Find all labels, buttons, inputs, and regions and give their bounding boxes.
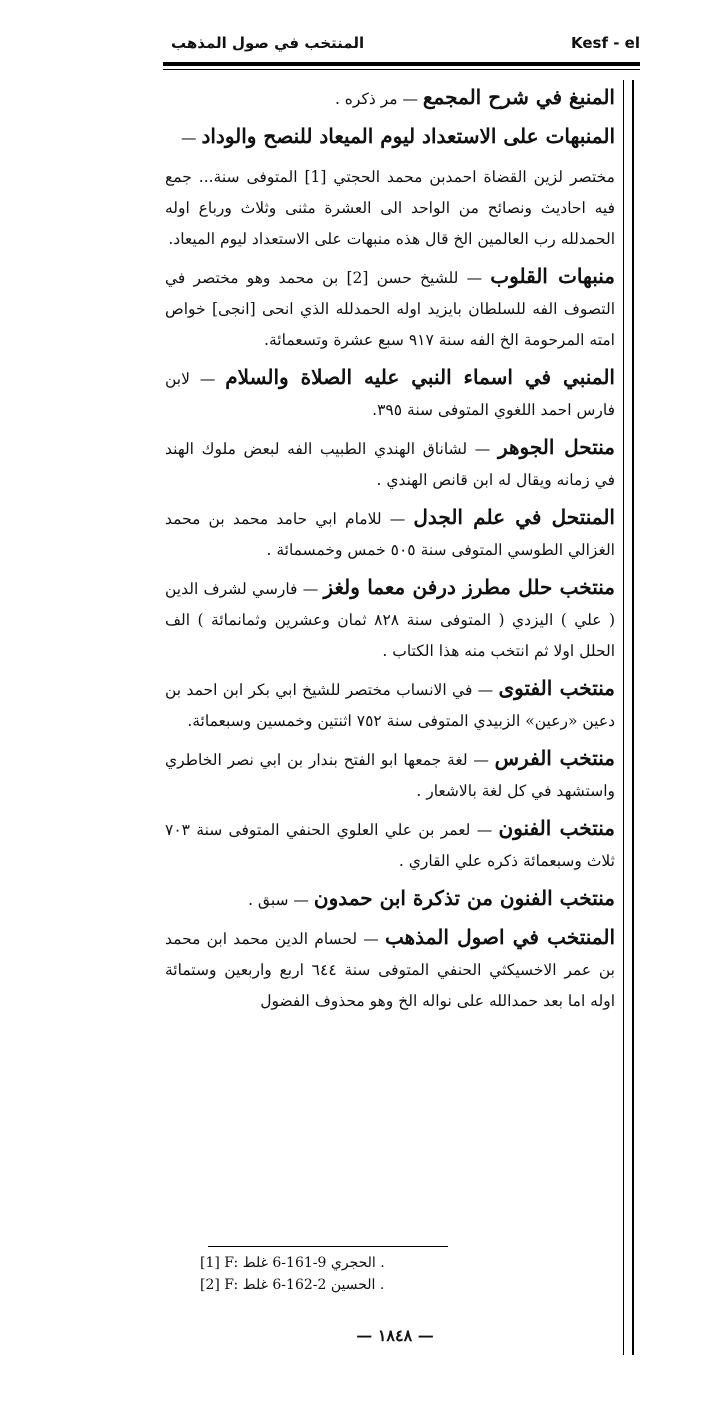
entry-head: منبهات القلوب — [490, 264, 615, 288]
entry — [165, 261, 615, 356]
entry-body: مختصر لزين القضاة احمدبن محمد الحجتي [1] المتوفى سنة... جمع فيه احاديث ونصائح من الواحد الى العشرة مثنى وثلاث ورباع اوله الحمدلله رب العالمين الخ قال هذه منبهات على الاستعداد ليوم الميعاد. — [165, 168, 615, 248]
entry-body: — فارسي لشرف الدين ( علي ) اليزدي ( المتوفى سنة ٨٢٨ ثمان وعشرين وثمانمائة ) الف الحلل اولا ثم انتخب منه هذا الكتاب . — [165, 580, 616, 660]
margin-line-inner — [623, 80, 624, 1355]
entry — [165, 160, 615, 255]
entry-head: منتحل الجوهر — [497, 435, 615, 459]
page-number: — ١٨٤٨ — — [356, 1326, 434, 1345]
running-header — [163, 30, 640, 60]
entry-head: المنبغ في شرح المجمع — [422, 85, 615, 109]
entry — [165, 673, 615, 737]
entry-body: — سبق . — [248, 891, 314, 909]
entry — [165, 922, 615, 1017]
entry — [165, 883, 615, 916]
entry-body: — — [181, 129, 202, 147]
entry-body: — مر ذكره . — [334, 90, 423, 108]
entry — [165, 743, 615, 807]
entry-body: — في الانساب مختصر للشيخ ابي بكر ابن احمد بن دعين «رعين» الزبيدي المتوفى سنة ٧٥٢ اثنتين وخمسين وسبعمائة. — [165, 681, 615, 730]
entry — [165, 121, 615, 154]
entry-head: المنبي في اسماء النبي عليه الصلاة والسلام — [225, 365, 615, 389]
entry-head: منتخب الفرس — [494, 746, 615, 770]
footnote-rule — [208, 1246, 448, 1247]
footnote: [2] F: الحسين 2-162-6 غلط . — [200, 1277, 385, 1293]
header-rule-thick — [163, 62, 640, 66]
entry-head: منتخب حلل مطرز درفن معما ولغز — [323, 575, 615, 599]
entry-head: منتخب الفنون — [498, 816, 615, 840]
main-text — [165, 82, 615, 1023]
entry — [165, 572, 615, 667]
entry — [165, 362, 615, 426]
entry-body: — للشيخ حسن [2] بن محمد وهو مختصر في التصوف الفه للسلطان بايزيد اوله الحمدلله الذي انحى [انجى] خواص امته المرحومة الخ الفه سنة ٩١٧ سبع عشرة وتسعمائة. — [165, 269, 615, 349]
entry-head: المنتخب في اصول المذهب — [384, 925, 615, 949]
footnotes — [200, 1252, 460, 1296]
entry — [165, 432, 615, 496]
entry-body: — لحسام الدين محمد ابن محمد بن عمر الاخسيكثي الحنفي المتوفى سنة ٦٤٤ اربع واربعين وستمائة اوله اما بعد حمدالله على نواله الخ وهو محذوف الفضول — [165, 930, 615, 1010]
entry-body: — لابن فارس احمد اللغوي المتوفى سنة ٣٩٥. — [165, 370, 615, 419]
footnote: [1] F: الحجري 9-161-6 غلط . — [200, 1255, 385, 1271]
margin-line-outer — [632, 80, 634, 1355]
entry-body: — للامام ابي حامد محمد بن محمد الغزالي الطوسي المتوفى سنة ٥٠٥ خمس وخمسمائة . — [165, 510, 615, 559]
running-title: Kesf - el — [571, 34, 640, 52]
entry-body: — لعمر بن علي العلوي الحنفي المتوفى سنة ٧٠٣ ثلاث وسبعمائة ذكره علي القاري . — [165, 821, 615, 870]
entry-body: — لشاناق الهندي الطبيب الفه لبعض ملوك الهند في زمانه ويقال له ابن قانص الهندي . — [165, 440, 615, 489]
section-title: المنتخب في صول المذهب — [171, 34, 365, 52]
header-rule-thin — [163, 69, 640, 70]
entry — [165, 502, 615, 566]
entry-head: المنبهات على الاستعداد ليوم الميعاد للنصح والوداد — [201, 124, 615, 148]
entry — [165, 813, 615, 877]
entry-body: — لغة جمعها ابو الفتح بندار بن ابي نصر الخاطري واستشهد في كل لغة بالاشعار . — [165, 751, 615, 800]
entry-head: المنتحل في علم الجدل — [413, 505, 615, 529]
entry-head: منتخب الفتوى — [498, 676, 615, 700]
entry — [165, 82, 615, 115]
entry-head: منتخب الفنون من تذكرة ابن حمدون — [313, 886, 615, 910]
